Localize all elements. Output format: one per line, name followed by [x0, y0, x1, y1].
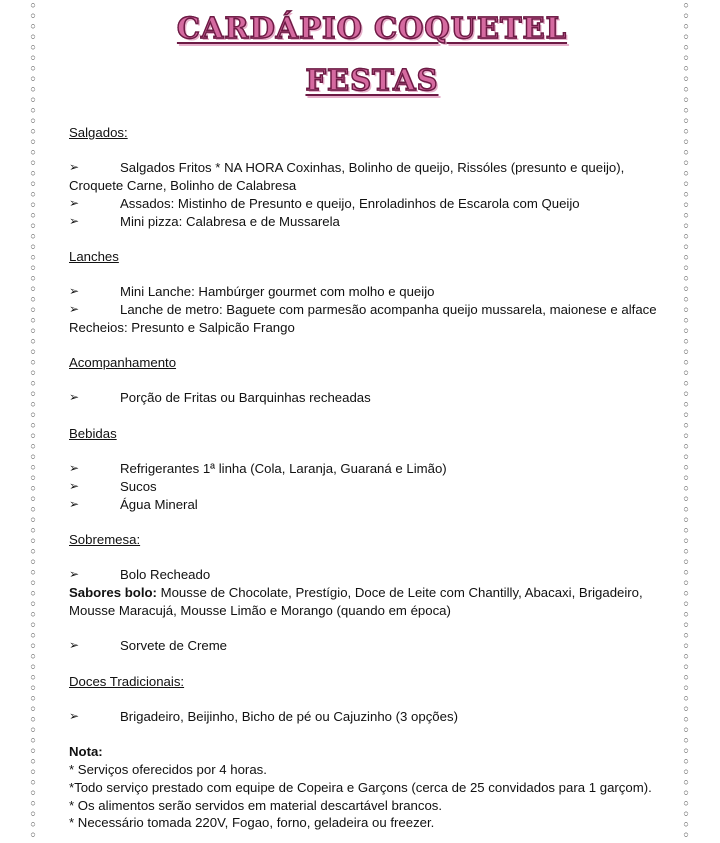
cake-flavors-continued: Mousse Maracujá, Mousse Limão e Morango (quando em época) [69, 602, 451, 618]
arrow-bullet-icon: ➢ [69, 461, 80, 476]
section-heading-salgados: Salgados: [69, 125, 128, 140]
arrow-bullet-icon: ➢ [69, 496, 80, 511]
menu-content [69, 124, 669, 832]
arrow-bullet-icon: ➢ [69, 195, 80, 210]
section-heading-lanches: Lanches [69, 248, 119, 264]
list-item [69, 478, 669, 496]
menu-subtitle: FESTAS [305, 63, 439, 97]
arrow-bullet-icon: ➢ [69, 638, 80, 653]
note-line: * Os alimentos serão servidos em material descartável brancos. [69, 797, 443, 813]
arrow-bullet-icon: ➢ [69, 478, 80, 493]
item-text: Lanche de metro: Baguete com parmesão acompanha queijo mussarela, maionese e alface [120, 301, 657, 317]
item-text: Salgados Fritos * NA HORA Coxinhas, Bolinho de queijo, Rissóles (presunto e queijo), [120, 160, 625, 176]
note-line: *Todo serviço prestado com equipe de Copeira e Garçons (cerca de 25 convidados para 1 garçom). [69, 779, 652, 795]
cake-flavors [69, 584, 669, 602]
arrow-bullet-icon: ➢ [69, 213, 80, 228]
item-text: Refrigerantes 1ª linha (Cola, Laranja, Guaraná e Limão) [120, 461, 447, 477]
arrow-bullet-icon: ➢ [69, 284, 80, 299]
item-text: Bolo Recheado [120, 567, 211, 583]
item-text-continued: Recheios: Presunto e Salpicão Frango [69, 319, 295, 335]
item-text: Porção de Fritas ou Barquinhas recheadas [120, 390, 371, 406]
arrow-bullet-icon: ➢ [69, 567, 80, 582]
item-text: Água Mineral [120, 496, 198, 512]
arrow-bullet-icon: ➢ [69, 301, 80, 316]
list-item [69, 283, 669, 301]
arrow-bullet-icon: ➢ [69, 390, 80, 405]
section-heading-doces: Doces Tradicionais: [69, 673, 185, 689]
note-line: * Necessário tomada 220V, Fogao, forno, geladeira ou freezer. [69, 815, 435, 831]
item-text: Brigadeiro, Beijinho, Bicho de pé ou Cajuzinho (3 opções) [120, 709, 458, 725]
menu-title: CARDÁPIO COQUETEL [176, 11, 568, 45]
item-text: Sucos [120, 478, 157, 494]
list-item [69, 637, 669, 655]
cake-flavors-label: Sabores bolo: [69, 585, 157, 601]
item-text: Mini pizza: Calabresa e de Mussarela [120, 213, 340, 229]
list-item [69, 460, 669, 478]
list-item [69, 389, 669, 407]
section-heading-acompanhamento: Acompanhamento [69, 355, 177, 371]
cake-flavors-text: Mousse de Chocolate, Prestígio, Doce de Leite com Chantilly, Abacaxi, Brigadeiro, [156, 585, 643, 601]
list-item [69, 213, 669, 231]
item-text: Mini Lanche: Hambúrger gourmet com molho e queijo [120, 284, 435, 300]
item-text-continued: Croquete Carne, Bolinho de Calabresa [69, 178, 297, 194]
page-border-right [682, 0, 690, 843]
section-heading-nota: Nota: [69, 744, 103, 760]
list-item [69, 195, 669, 213]
list-item [69, 159, 669, 177]
list-item [69, 301, 669, 319]
page-border-left [29, 0, 37, 843]
list-item [69, 708, 669, 726]
item-text: Assados: Mistinho de Presunto e queijo, Enroladinhos de Escarola com Queijo [120, 195, 580, 211]
item-text: Sorvete de Creme [120, 638, 228, 654]
list-item [69, 496, 669, 514]
section-heading-bebidas: Bebidas [69, 425, 117, 441]
arrow-bullet-icon: ➢ [69, 160, 80, 175]
list-item [69, 566, 669, 584]
arrow-bullet-icon: ➢ [69, 709, 80, 724]
section-heading-sobremesa: Sobremesa: [69, 532, 141, 548]
note-line: * Serviços oferecidos por 4 horas. [69, 762, 267, 778]
